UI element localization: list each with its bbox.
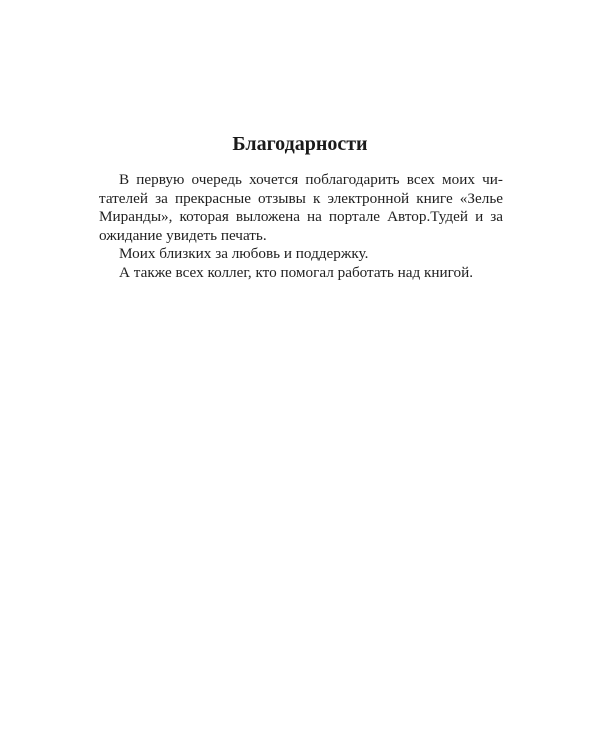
paragraph-1-line-2: тателей за прекрасные отзывы к электронной книге «Зелье xyxy=(99,189,503,207)
paragraph-1-line-1: В первую очередь хочется поблагодарить всех моих чи- xyxy=(119,171,503,188)
acknowledgements-body xyxy=(99,171,503,283)
paragraph-3-line-1: А также всех коллег, кто помогал работать над книгой. xyxy=(119,263,473,281)
paragraph-1-line-3: Миранды», которая выложена на портале Автор.Тудей и за xyxy=(99,208,503,226)
page-title: Благодарности xyxy=(232,133,368,155)
paragraph-1-line-4: ожидание увидеть печать. xyxy=(99,226,267,244)
paragraph-2-line-1: Моих близких за любовь и поддержку. xyxy=(119,245,369,263)
